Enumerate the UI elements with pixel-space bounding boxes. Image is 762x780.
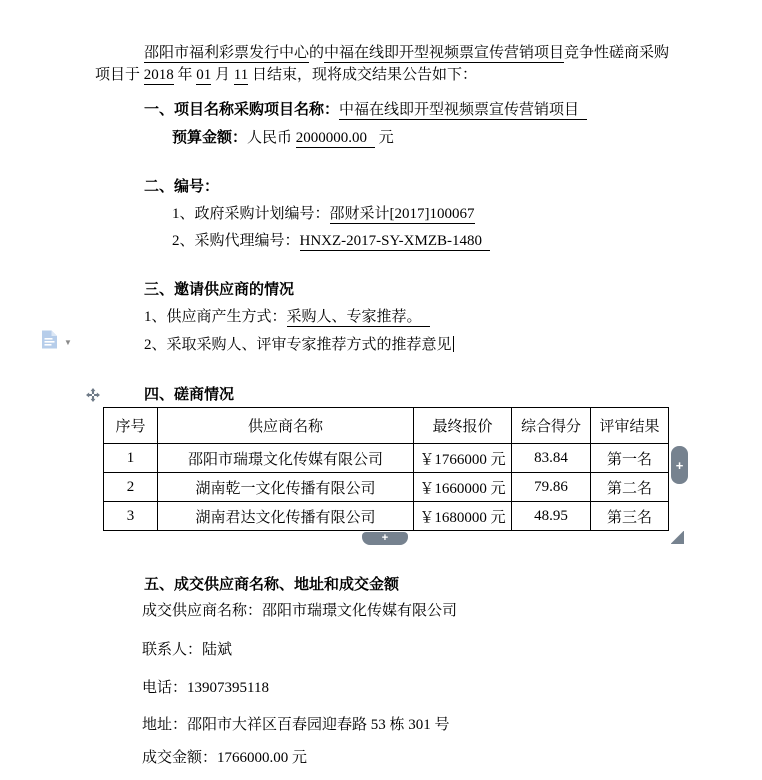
phone-line: 电话：13907395118 bbox=[142, 680, 269, 696]
table-header-row bbox=[104, 408, 669, 444]
negotiation-results-table bbox=[103, 407, 669, 531]
paste-options-button[interactable] bbox=[40, 329, 72, 356]
section1-heading: 一、项目名称采购项目名称： bbox=[144, 102, 340, 118]
cell-index: 1 bbox=[104, 444, 158, 473]
table-move-handle[interactable] bbox=[86, 388, 100, 402]
section2-heading: 二、编号： bbox=[144, 179, 220, 195]
purchaser-name: 邵阳市福利彩票发行中心 bbox=[144, 45, 310, 61]
contact-line: 联系人：陆斌 bbox=[142, 642, 233, 658]
cell-score: 79.86 bbox=[512, 473, 591, 502]
cell-supplier: 湖南君达文化传播有限公司 bbox=[158, 502, 414, 531]
cell-result: 第三名 bbox=[591, 502, 669, 531]
cell-score: 48.95 bbox=[512, 502, 591, 531]
cell-price: ￥1660000 元 bbox=[414, 473, 512, 502]
cell-supplier: 湖南乾一文化传播有限公司 bbox=[158, 473, 414, 502]
budget-line bbox=[172, 129, 394, 148]
add-column-button[interactable]: + bbox=[671, 446, 688, 484]
budget-value: 2000000.00 bbox=[296, 130, 375, 148]
budget-label: 预算金额： bbox=[172, 130, 248, 146]
table-row bbox=[104, 444, 669, 473]
add-row-button[interactable]: + bbox=[362, 532, 408, 545]
cell-price: ￥1766000 元 bbox=[414, 444, 512, 473]
agency-number-label: 2、采购代理编号： bbox=[172, 233, 300, 249]
col-header-supplier: 供应商名称 bbox=[158, 408, 414, 444]
intro-text: 日结束，现将成交结果公告如下： bbox=[248, 67, 478, 83]
section1-project-name: 中福在线即开型视频票宣传营销项目 bbox=[339, 102, 587, 120]
cell-result: 第二名 bbox=[591, 473, 669, 502]
intro-text: 竞争性磋商采购项目于 bbox=[95, 45, 670, 83]
budget-currency: 人民币 bbox=[247, 130, 296, 146]
col-header-result: 评审结果 bbox=[591, 408, 669, 444]
cell-index: 3 bbox=[104, 502, 158, 531]
recommendation-text: 2、采取采购人、评审专家推荐方式的推荐意见 bbox=[144, 337, 452, 353]
move-icon bbox=[86, 390, 100, 406]
intro-text: 月 bbox=[211, 67, 234, 83]
budget-unit: 元 bbox=[375, 130, 394, 146]
intro-paragraph bbox=[95, 42, 683, 86]
supplier-method-label: 1、供应商产生方式： bbox=[144, 309, 287, 325]
close-year: 2018 bbox=[143, 67, 174, 83]
address-line: 地址：邵阳市大祥区百春园迎春路 53 栋 301 号 bbox=[142, 717, 450, 733]
text-cursor bbox=[453, 336, 455, 352]
cell-result: 第一名 bbox=[591, 444, 669, 473]
col-header-score: 综合得分 bbox=[512, 408, 591, 444]
agency-number-line bbox=[172, 232, 490, 251]
plan-number-line bbox=[172, 205, 475, 224]
agency-number-value: HNXZ-2017-SY-XMZB-1480 bbox=[300, 233, 491, 251]
supplier-method-line bbox=[144, 308, 430, 327]
supplier-method-value: 采购人、专家推荐。 bbox=[287, 309, 430, 327]
plan-number-value: 邵财采计[2017]100067 bbox=[329, 206, 475, 222]
section1-heading-line bbox=[144, 101, 587, 120]
winning-supplier-line: 成交供应商名称：邵阳市瑞璟文化传媒有限公司 bbox=[142, 603, 458, 619]
paste-options-icon bbox=[40, 329, 59, 356]
cell-index: 2 bbox=[104, 473, 158, 502]
table-row bbox=[104, 502, 669, 531]
section5-heading: 五、成交供应商名称、地址和成交金额 bbox=[144, 577, 400, 593]
cell-supplier: 邵阳市瑞璟文化传媒有限公司 bbox=[158, 444, 414, 473]
close-month: 01 bbox=[196, 67, 212, 83]
amount-line: 成交金额：1766000.00 元 bbox=[142, 750, 308, 766]
intro-text: 的 bbox=[309, 45, 325, 61]
chevron-down-icon: ▼ bbox=[64, 337, 72, 347]
cell-price: ￥1680000 元 bbox=[414, 502, 512, 531]
table-row bbox=[104, 473, 669, 502]
recommendation-line bbox=[144, 336, 454, 355]
close-day: 11 bbox=[233, 67, 249, 83]
section4-heading: 四、磋商情况 bbox=[144, 387, 235, 403]
section3-heading: 三、邀请供应商的情况 bbox=[144, 282, 295, 298]
intro-text: 年 bbox=[173, 67, 197, 83]
plan-number-label: 1、政府采购计划编号： bbox=[172, 206, 330, 222]
col-header-index: 序号 bbox=[104, 408, 158, 444]
cell-score: 83.84 bbox=[512, 444, 591, 473]
col-header-price: 最终报价 bbox=[414, 408, 512, 444]
table-resize-handle[interactable] bbox=[671, 531, 684, 544]
project-name: 中福在线即开型视频票宣传营销项目 bbox=[324, 45, 565, 61]
